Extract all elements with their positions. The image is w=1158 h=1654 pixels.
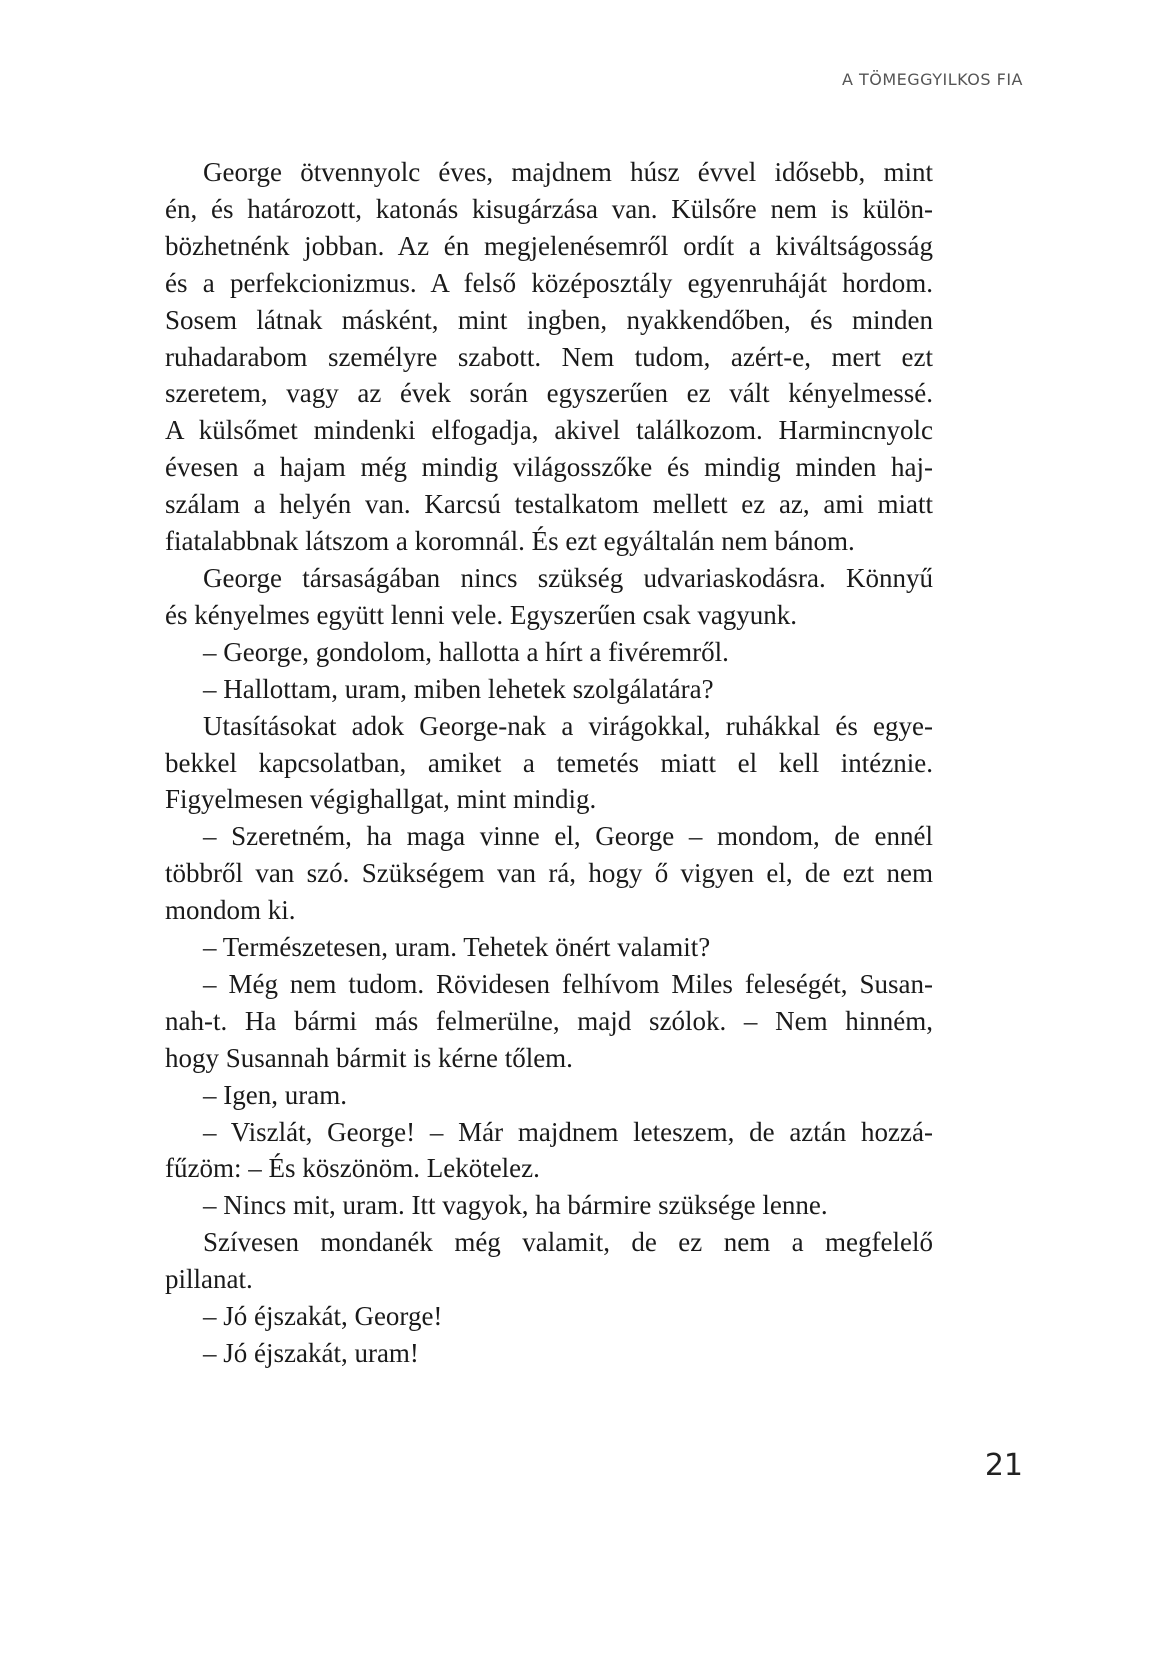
text-line: George társaságában nincs szükség udvariaskodásra. Könnyű xyxy=(203,562,933,593)
text-line: Figyelmesen végighallgat, mint mindig. xyxy=(165,784,597,815)
running-head-title: A TÖMEGGYILKOS FIA xyxy=(841,70,1023,89)
text-line: – Még nem tudom. Rövidesen felhívom Miles feleségét, Susan- xyxy=(203,968,933,999)
text-line: – Viszlát, George! – Már majdnem leteszem, de aztán hozzá- xyxy=(203,1116,933,1147)
text-line: Utasításokat adok George-nak a virágokkal, ruhákkal és egye- xyxy=(203,710,933,741)
paragraph xyxy=(165,1224,933,1298)
text-line: szálam a helyén van. Karcsú testalkatom mellett ez az, ami miatt xyxy=(165,489,933,520)
paragraph xyxy=(165,671,933,708)
text-line: – Igen, uram. xyxy=(203,1079,347,1110)
text-line: pillanat. xyxy=(165,1264,253,1295)
paragraph xyxy=(165,154,933,560)
paragraph xyxy=(165,1187,933,1224)
paragraph xyxy=(165,560,933,634)
paragraph xyxy=(165,929,933,966)
text-line: többről van szó. Szükségem van rá, hogy ő vigyen el, de ezt nem xyxy=(165,858,933,889)
paragraph xyxy=(165,1335,933,1372)
text-line: fűzöm: – És köszönöm. Lekötelez. xyxy=(165,1153,540,1184)
text-line: – Szeretném, ha maga vinne el, George – mondom, de ennél xyxy=(203,821,933,852)
paragraph xyxy=(165,1298,933,1335)
text-line: és kényelmes együtt lenni vele. Egyszerűen csak vagyunk. xyxy=(165,599,798,630)
page-number: 21 xyxy=(984,1448,1023,1483)
paragraph xyxy=(165,818,933,929)
text-line: és a perfekcionizmus. A felső középosztály egyenruháját hordom. xyxy=(165,267,933,298)
paragraph xyxy=(165,634,933,671)
text-line: hogy Susannah bármit is kérne tőlem. xyxy=(165,1042,573,1073)
text-line: – Nincs mit, uram. Itt vagyok, ha bármire szüksége lenne. xyxy=(203,1190,828,1221)
text-line: Sosem látnak másként, mint ingben, nyakkendőben, és minden xyxy=(165,304,933,335)
text-line: A külsőmet mindenki elfogadja, akivel találkozom. Harmincnyolc xyxy=(165,415,933,446)
text-line: fiatalabbnak látszom a koromnál. És ezt egyáltalán nem bánom. xyxy=(165,526,855,557)
body-text xyxy=(165,154,933,1372)
text-line: mondom ki. xyxy=(165,895,296,926)
paragraph xyxy=(165,1114,933,1188)
text-line: – George, gondolom, hallotta a hírt a fivéremről. xyxy=(203,636,729,667)
text-line: szeretem, vagy az évek során egyszerűen ez vált kényelmessé. xyxy=(165,378,933,409)
text-line: – Jó éjszakát, George! xyxy=(203,1301,443,1332)
text-line: nah-t. Ha bármi más felmerülne, majd szólok. – Nem hinném, xyxy=(165,1005,933,1036)
text-line: ruhadarabom személyre szabott. Nem tudom, azért-e, mert ezt xyxy=(165,341,933,372)
text-line: – Természetesen, uram. Tehetek önért valamit? xyxy=(203,932,711,963)
text-line: bekkel kapcsolatban, amiket a temetés miatt el kell intéznie. xyxy=(165,747,933,778)
paragraph xyxy=(165,708,933,819)
text-line: – Jó éjszakát, uram! xyxy=(203,1338,419,1368)
text-line: George ötvennyolc éves, majdnem húsz évvel idősebb, mint xyxy=(203,157,933,187)
text-line: évesen a hajam még mindig világosszőke és mindig minden haj- xyxy=(165,452,933,483)
text-line: – Hallottam, uram, miben lehetek szolgálatára? xyxy=(203,673,714,704)
text-line: én, és határozott, katonás kisugárzása van. Külsőre nem is külön- xyxy=(165,193,933,224)
text-line: Szívesen mondanék még valamit, de ez nem a megfelelő xyxy=(203,1227,933,1258)
paragraph xyxy=(165,1077,933,1114)
paragraph xyxy=(165,966,933,1077)
text-line: bözhetnénk jobban. Az én megjelenésemről ordít a kiváltságosság xyxy=(165,230,933,261)
